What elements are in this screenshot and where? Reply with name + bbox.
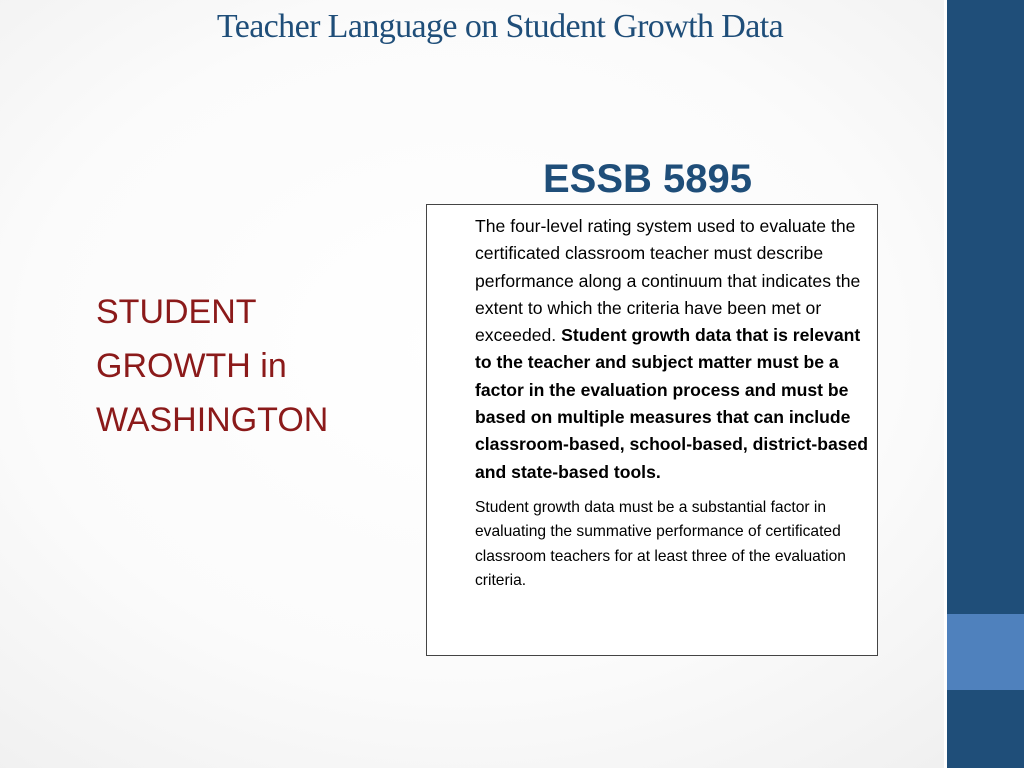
- bill-paragraph-1-bold: Student growth data that is relevant to the teacher and subject matter must be a factor in the evaluation process and must be based on multiple measures that can include classroom-based, school-based, district-based and state-based tools.: [475, 325, 869, 482]
- slide-title: Teacher Language on Student Growth Data: [216, 8, 784, 45]
- bill-paragraph-1-plain: The four-level rating system used to evaluate the certificated classroom teacher must describe performance along a continuum that indicates the extent to which the criteria have been met or exceeded.: [475, 216, 861, 346]
- bill-paragraph-1: [475, 213, 871, 486]
- bill-label: ESSB 5895: [543, 157, 753, 201]
- student-growth-heading: STUDENT GROWTH in WASHINGTON: [96, 293, 329, 439]
- sidebar-accent-block: [947, 614, 1024, 690]
- bill-text-content: [475, 213, 871, 594]
- bill-text-box: [426, 204, 878, 656]
- bill-paragraph-2: Student growth data must be a substantial factor in evaluating the summative performance of certificated classroom teachers for at least three of the evaluation criteria.: [475, 498, 846, 590]
